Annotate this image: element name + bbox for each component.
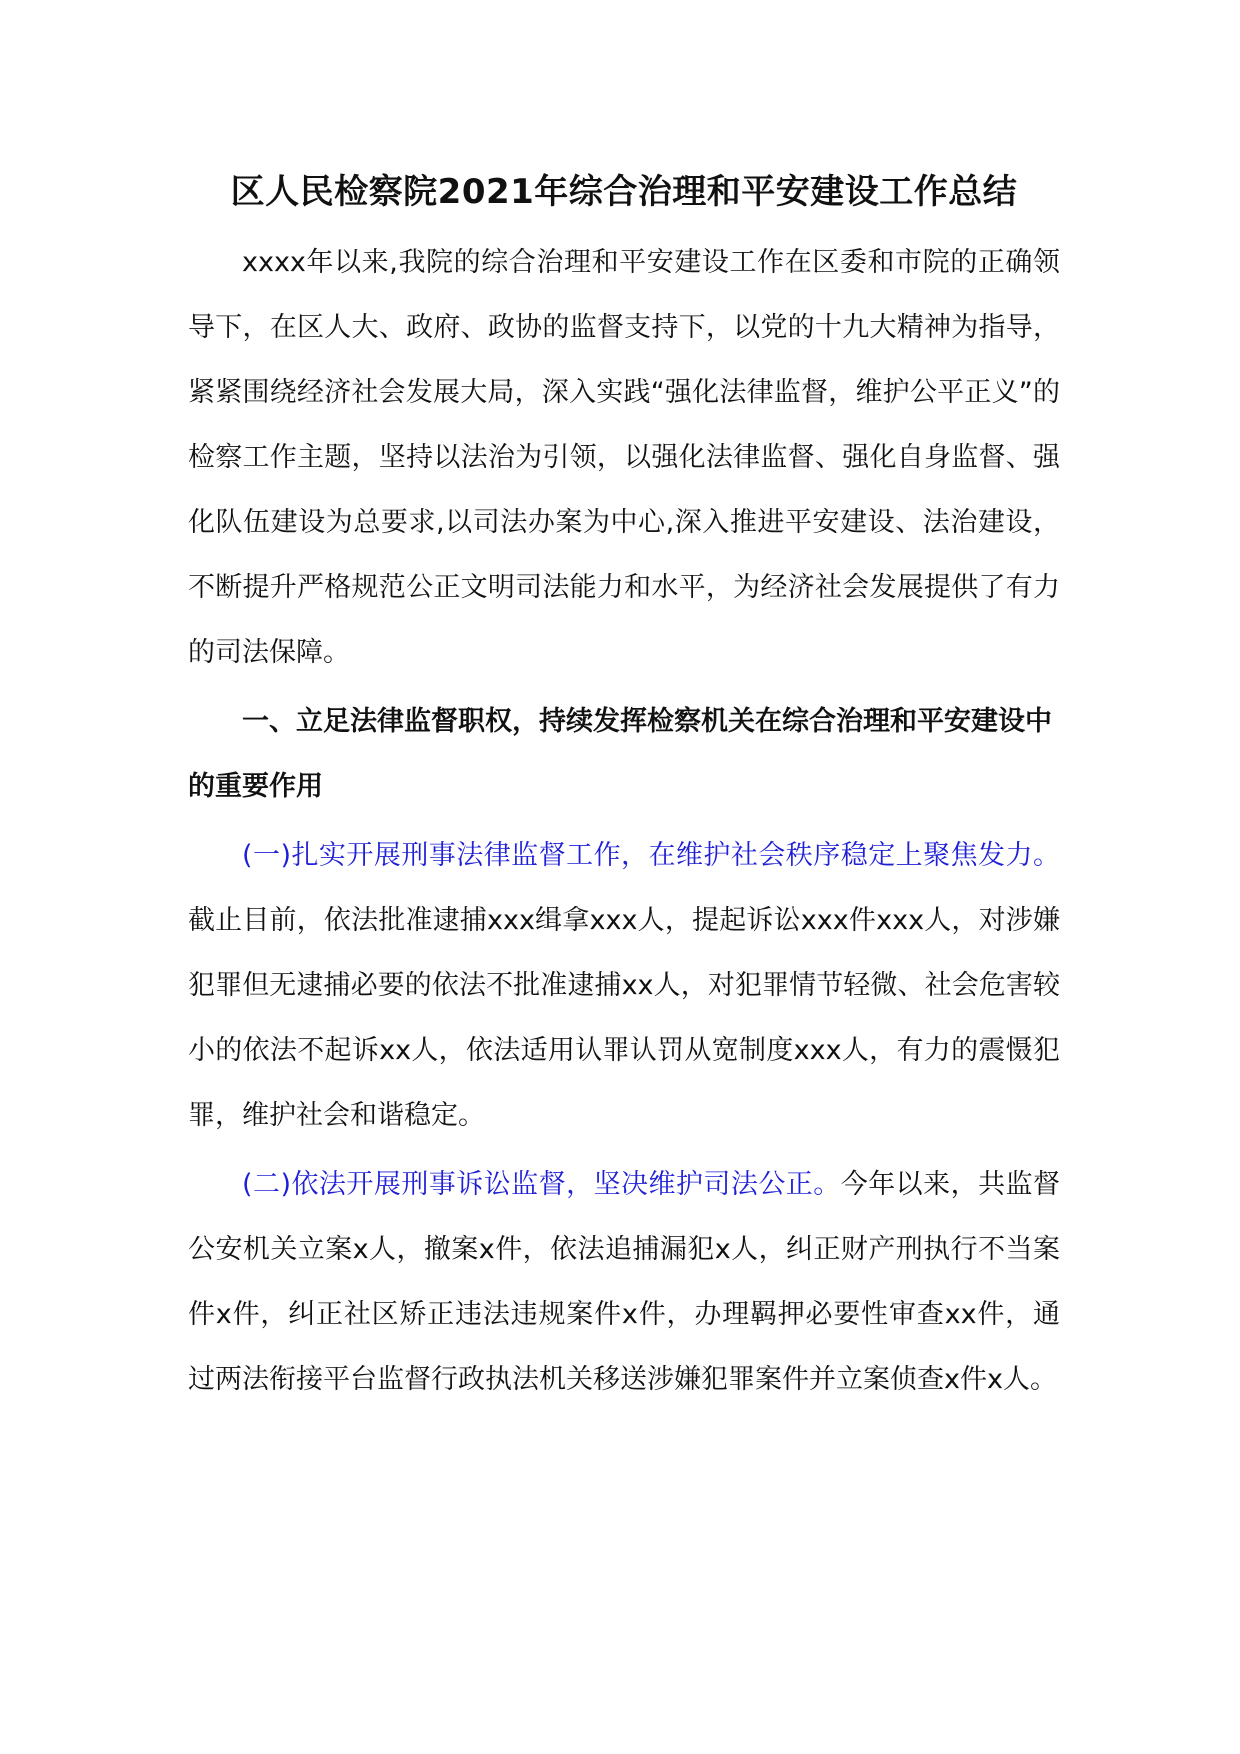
item-2-lead: (二)依法开展刑事诉讼监督，坚决维护司法公正。 (242, 1169, 841, 1200)
item-1-paragraph (188, 823, 1060, 1148)
document-title: 区人民检察院2021年综合治理和平安建设工作总结 (230, 172, 1018, 212)
intro-paragraph: xxxx年以来,我院的综合治理和平安建设工作在区委和市院的正确领导下，在区人大、政府、政协的监督支持下，以党的十九大精神为指导，紧紧围绕经济社会发展大局，深入实践“强化法律监督，维护公平正义”的检察工作主题，坚持以法治为引领，以强化法律监督、强化自身监督、强化队伍建设为总要求,以司法办案为中心,深入推进平安建设、法治建设，不断提升严格规范公正文明司法能力和水平，为经济社会发展提供了有力的司法保障。 (188, 247, 1060, 668)
section-1-heading: 一、立足法律监督职权，持续发挥检察机关在综合治理和平安建设中的重要作用 (188, 706, 1052, 802)
document-page (188, 170, 1060, 1416)
item-2-paragraph (188, 1152, 1060, 1412)
item-1-body: 截止目前，依法批准逮捕xxx缉拿xxx人，提起诉讼xxx件xxx人，对涉嫌犯罪但无逮捕必要的依法不批准逮捕xx人，对犯罪情节轻微、社会危害较小的依法不起诉xx人，依法适用认罪认罚从宽制度xxx人，有力的震慑犯罪，维护社会和谐稳定。 (188, 905, 1060, 1131)
item-2-body: 今年以来，共监督公安机关立案x人，撤案x件，依法追捕漏犯x人，纠正财产刑执行不当案件x件，纠正社区矫正违法违规案件x件，办理羁押必要性审查xx件，通过两法衔接平台监督行政执法机关移送涉嫌犯罪案件并立案侦查x件x人。 (188, 1169, 1060, 1395)
item-1-lead: (一)扎实开展刑事法律监督工作，在维护社会秩序稳定上聚焦发力。 (242, 840, 1060, 871)
